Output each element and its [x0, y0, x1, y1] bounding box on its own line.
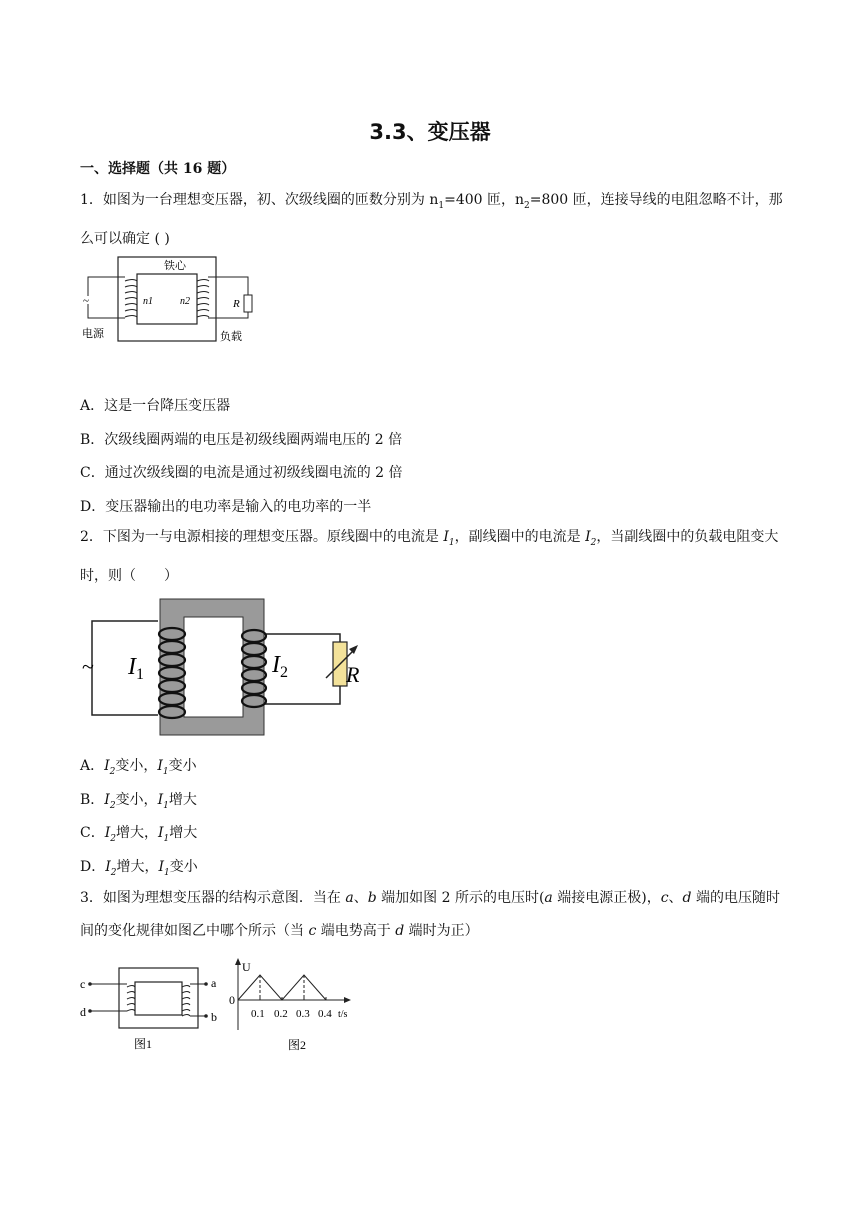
ac-symbol-2: ~	[82, 654, 94, 679]
n2-label: n2	[180, 296, 190, 307]
terminal-d: d	[80, 1005, 86, 1019]
q2-option-c: C．$I_2$增大，$I_1$增大	[80, 825, 198, 844]
question-1-figure	[80, 252, 255, 347]
question-2-stem: 2．下图为一与电源相接的理想变压器。原线圈中的电流是 $I_1$，副线圈中的电流是 $I_2$，当副线圈中的负载电阻变大时，则（ ）	[80, 529, 779, 584]
q1-option-d: D．变压器输出的电功率是输入的电功率的一半	[80, 499, 372, 515]
figure-2-caption: 图2	[288, 1038, 307, 1052]
question-2-figure	[82, 594, 372, 739]
question-1-stem: 1．如图为一台理想变压器，初、次级线圈的匝数分别为 $n_1=400$ 匝，$n_2=800$ 匝，连接导线的电阻忽略不计，那么可以确定 ( )	[80, 192, 783, 247]
terminal-c: c	[80, 977, 86, 991]
q1-option-c: C．通过次级线圈的电流是通过初级线圈电流的 2 倍	[80, 465, 403, 481]
i2-label: $I_2$	[272, 652, 288, 681]
q2-option-a: A．$I_2$变小，$I_1$变小	[80, 758, 197, 777]
q1-option-b: B．次级线圈两端的电压是初级线圈两端电压的 2 倍	[80, 432, 403, 448]
page-title: 3.3、变压器	[369, 120, 491, 144]
core-label: 铁心	[164, 260, 186, 272]
u-axis-label: U	[242, 960, 251, 974]
q2-option-b: B．$I_2$变小，$I_1$增大	[80, 792, 197, 811]
section-heading: 一、选择题（共 16 题）	[80, 161, 236, 177]
terminal-b: b	[211, 1010, 217, 1024]
tick-0-2: 0.2	[274, 1008, 288, 1020]
figure-1-caption: 图1	[134, 1037, 153, 1051]
i1-label: $I_1$	[128, 654, 144, 683]
tick-0-1: 0.1	[251, 1008, 265, 1020]
rheostat-label: R	[346, 662, 360, 687]
origin-label: 0	[229, 993, 235, 1007]
question-3-figure-1	[78, 960, 228, 1055]
tick-0-3: 0.3	[296, 1008, 310, 1020]
q1-option-a: A．这是一台降压变压器	[80, 398, 231, 414]
n1-label: n1	[143, 296, 153, 307]
question-3-figure-2	[228, 955, 363, 1055]
load-label: 负载	[220, 331, 242, 343]
terminal-a: a	[211, 976, 217, 990]
q2-option-d: D．$I_2$增大，$I_1$变小	[80, 859, 198, 878]
ac-symbol: ~	[83, 295, 89, 307]
resistor-label: R	[233, 298, 240, 310]
question-3-stem: 3．如图为理想变压器的结构示意图．当在 a、b 端加如图 2 所示的电压时(a 端接电源正极)，c、d 端的电压随时间的变化规律如图乙中哪个所示（当 c 端电势高于 d 端时为正）	[80, 890, 780, 939]
source-label: 电源	[82, 328, 104, 340]
tick-0-4: 0.4	[318, 1008, 332, 1020]
t-axis-label: t/s	[338, 1009, 348, 1020]
